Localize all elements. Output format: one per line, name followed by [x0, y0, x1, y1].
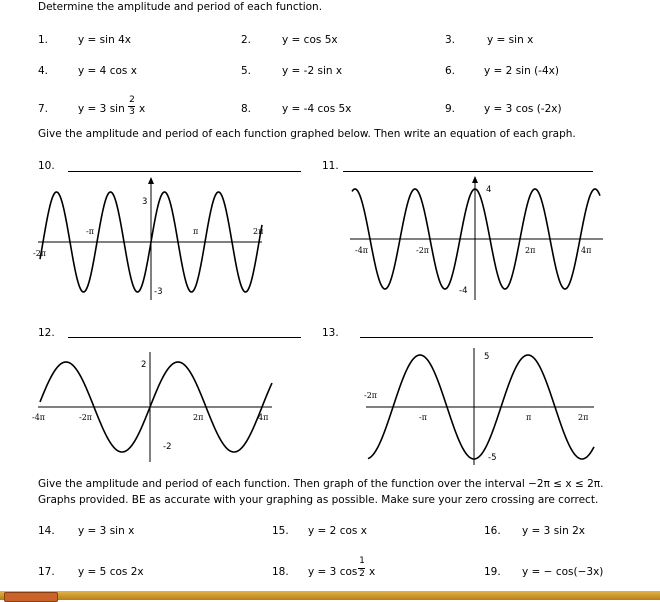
graph-number: 11.: [322, 160, 339, 172]
tick-label-negpi: -π: [419, 413, 427, 422]
graph-13: [364, 348, 594, 465]
problem-equation: y = 3 cos (-2x): [484, 103, 562, 115]
problem-equation: y = 3 cos: [308, 566, 358, 578]
problem-equation: y = 3 sin 2x: [522, 525, 585, 537]
tick-label-2pi: 2π: [253, 227, 264, 236]
y-axis-arrow: [148, 177, 154, 184]
tick-label-amp: 5: [484, 352, 490, 362]
graph-number: 10.: [38, 160, 55, 172]
problem-number: 14.: [38, 525, 55, 537]
graph-12: [32, 352, 272, 462]
tick-label-pi: π: [193, 227, 199, 236]
fraction-numerator: 2: [129, 95, 135, 105]
tick-label-neg-amp: -2: [163, 442, 172, 452]
tick-label-neg4pi: -4π: [32, 413, 46, 422]
page-header: Determine the amplitude and period of each function.: [38, 1, 323, 13]
problem-number: 15.: [272, 525, 289, 537]
tick-label-amp: 2: [141, 360, 147, 370]
problem-number: 5.: [241, 65, 252, 77]
tick-label-neg2pi: -2π: [416, 246, 430, 255]
problem-number: 3.: [445, 34, 456, 46]
problem-equation: y = 3 sin x: [78, 525, 135, 537]
tick-label-neg2pi: -2π: [364, 391, 378, 400]
problem-number: 9.: [445, 103, 456, 115]
graph-10: [33, 177, 263, 300]
y-axis-arrow: [472, 176, 478, 183]
problem-equation-suffix: x: [369, 566, 376, 578]
problem-equation: y = 3 sin: [78, 103, 125, 115]
fraction-denominator: 2: [359, 569, 365, 579]
problem-number: 4.: [38, 65, 49, 77]
tick-label-2pi: 2π: [525, 246, 536, 255]
problem-number: 18.: [272, 566, 289, 578]
problem-number: 17.: [38, 566, 55, 578]
tick-label-neg2pi: -2π: [79, 413, 93, 422]
tick-label-2pi: 2π: [578, 413, 589, 422]
problem-number: 7.: [38, 103, 49, 115]
tick-label-2pi: 2π: [193, 413, 204, 422]
problem-number: 1.: [38, 34, 49, 46]
graph-number: 12.: [38, 327, 55, 339]
graph-number: 13.: [322, 327, 339, 339]
fraction-numerator: 1: [359, 556, 365, 566]
problem-number: 2.: [241, 34, 252, 46]
instruction-graphing-1: Give the amplitude and period of each function. Then graph of the function over the interval −2π ≤ x ≤ 2π.: [38, 478, 604, 490]
problem-number: 16.: [484, 525, 501, 537]
taskbar: [0, 591, 660, 600]
tick-label-neg-amp: -4: [459, 286, 468, 296]
problem-equation: y = − cos(−3x): [522, 566, 604, 578]
problem-equation: y = -4 cos 5x: [282, 103, 352, 115]
fraction-denominator: 3: [129, 107, 135, 117]
problem-number: 19.: [484, 566, 501, 578]
graph-11: [350, 176, 603, 300]
tick-label-amp: 3: [142, 197, 148, 207]
tick-label-amp: 4: [486, 185, 492, 195]
problem-equation: y = 4 cos x: [78, 65, 137, 77]
problem-equation: y = -2 sin x: [282, 65, 343, 77]
tick-label-4pi: 4π: [258, 413, 269, 422]
problem-equation: y = sin x: [487, 34, 534, 46]
tick-label-pi: π: [526, 413, 532, 422]
problem-number: 6.: [445, 65, 456, 77]
problem-equation: y = sin 4x: [78, 34, 131, 46]
tick-label-neg-amp: -3: [154, 287, 163, 297]
tick-label-4pi: 4π: [581, 246, 592, 255]
problem-equation: y = 5 cos 2x: [78, 566, 144, 578]
instruction-graphing-2: Graphs provided. BE as accurate with your graphing as possible. Make sure your zero crossing are correct.: [38, 494, 599, 506]
problem-equation: y = 2 sin (-4x): [484, 65, 559, 77]
tick-label-neg2pi: -2π: [33, 249, 47, 258]
tick-label-negpi: -π: [86, 227, 94, 236]
tick-label-neg4pi: -4π: [355, 246, 369, 255]
problem-equation: y = cos 5x: [282, 34, 338, 46]
instruction-graphs: Give the amplitude and period of each function graphed below. Then write an equation of each graph.: [38, 128, 576, 140]
problem-equation-suffix: x: [139, 103, 146, 115]
tick-label-neg-amp: -5: [488, 453, 497, 463]
problem-number: 8.: [241, 103, 252, 115]
start-button[interactable]: [4, 592, 58, 602]
problem-equation: y = 2 cos x: [308, 525, 367, 537]
